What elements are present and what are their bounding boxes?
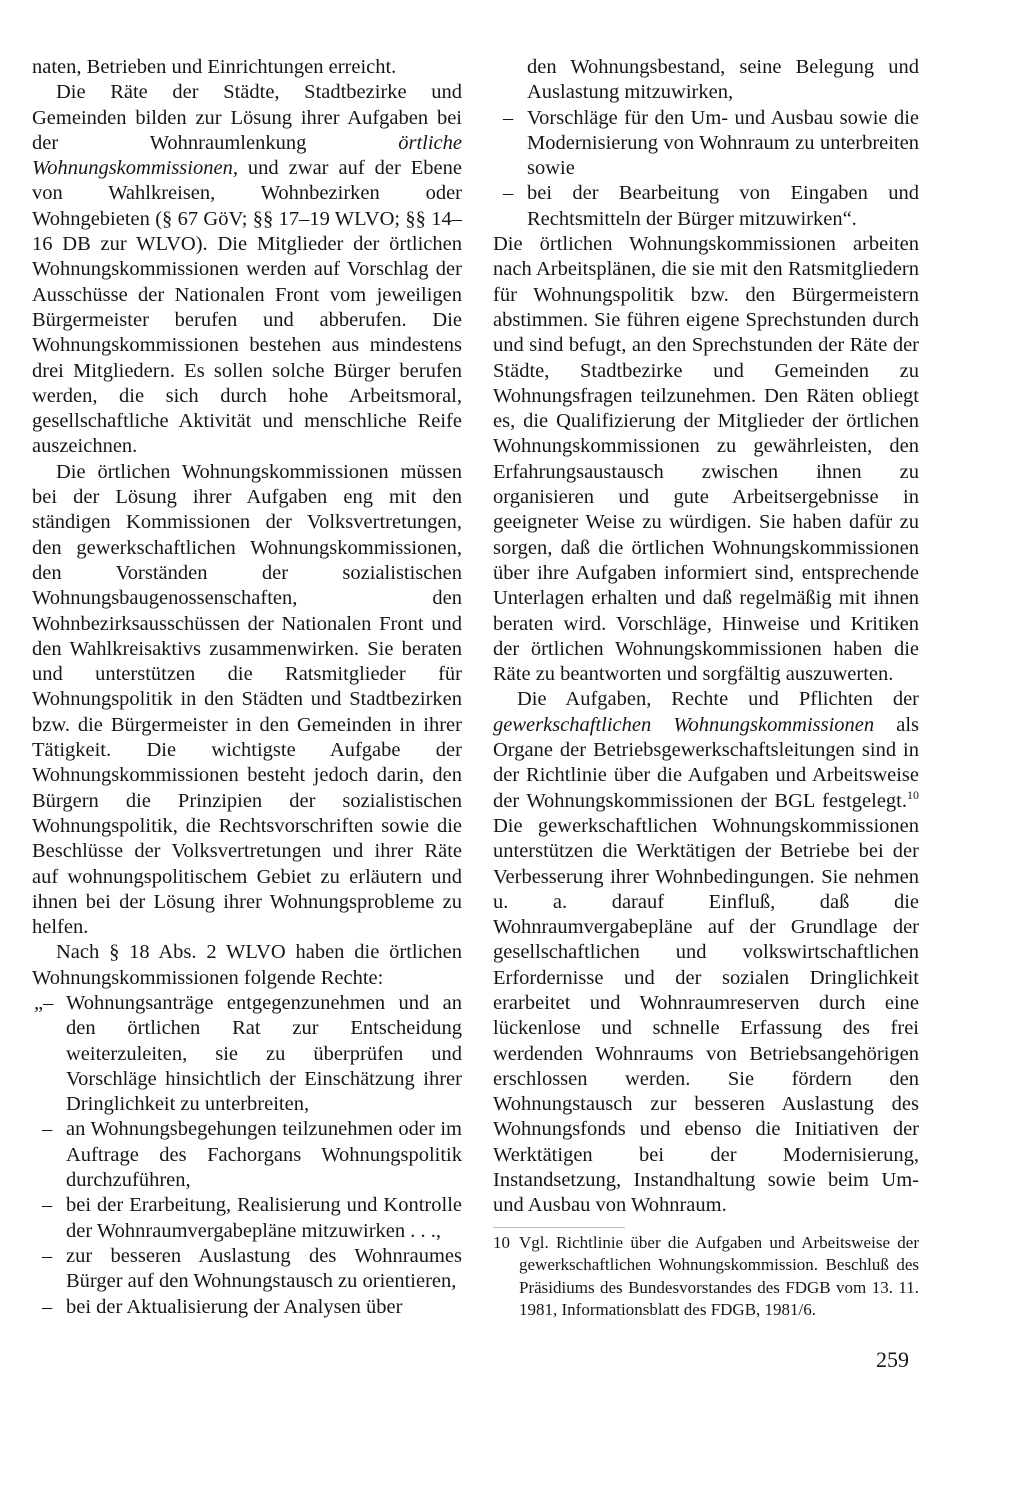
right-column <box>493 55 919 1322</box>
left-column <box>32 55 462 1320</box>
italic-term: örtliche Wohnungskommissionen, <box>32 131 462 180</box>
footnote-text: Vgl. Richtlinie über die Aufgaben und Arbeitsweise der gewerkschaftlichen Wohnungskommission. Beschluß des Präsidiums des Bundesvorstandes des FDGB vom 13. 11. 1981, Informationsblatt des FDGB, 1981/6. <box>519 1232 919 1320</box>
text-span: und zwar auf der Ebene von Wahlkreisen, Wohnbezirken oder Wohngebieten (§ 67 GöV; §§ 17–19 WLVO; §§ 14–16 DB zur WLVO). Die Mitglieder der örtlichen Wohnungskommissionen werden auf Vorschlag der Ausschüsse der Nationalen Front vom jeweiligen Bürgermeister berufen und abberufen. Die Wohnungskommissionen bestehen aus mindestens drei Mitgliedern. Es sollen solche Bürger berufen werden, die sich durch hohe Arbeitsmoral, gesellschaftliche Aktivität und menschliche Reife auszeichnen. <box>32 157 462 458</box>
dash-marker: – <box>503 106 514 129</box>
list-item <box>32 991 462 1117</box>
list-item <box>32 1193 462 1244</box>
list-item <box>32 1117 462 1193</box>
dash-marker: – <box>503 182 514 205</box>
paragraph-union-commissions <box>493 687 919 1218</box>
list-item-continuation <box>493 55 919 106</box>
page-number: 259 <box>876 1347 909 1372</box>
list-item-text: bei der Erarbeitung, Realisierung und Kontrolle der Wohnraumvergabepläne mitzuwirken . . ., <box>66 1194 462 1242</box>
list-item <box>493 181 919 232</box>
rights-list <box>32 991 462 1320</box>
list-item <box>493 106 919 182</box>
list-item-text: Wohnungsanträge entgegenzunehmen und an den örtlichen Rat zur Entscheidung weiterzuleiten, sie zu überprüfen und Vorschläge hinsichtlich der Einschätzung ihrer Dringlichkeit zu unterbreiten, <box>66 991 462 1116</box>
list-item <box>32 1244 462 1295</box>
list-item-text: bei der Bearbeitung von Eingaben und Rechtsmitteln der Bürger mitzuwirken“. <box>527 182 919 230</box>
paragraph-work-plans: Die örtlichen Wohnungskommissionen arbeiten nach Arbeitsplänen, die sie mit den Ratsmitgliedern für Wohnungspolitik bzw. den Bürgermeistern abstimmen. Sie führen eigene Sprechstunden durch und sind befugt, an den Sprechstunden der Räte der Städte, Stadtbezirke und Gemeinden zu Wohnungsfragen teilzunehmen. Den Räten obliegt es, die Qualifizierung der Mitglieder der örtlichen Wohnungskommissionen zu gewährleisten, den Erfahrungsaustausch zwischen ihnen zu organisieren und gute Arbeitsergebnisse in geeigneter Weise zu würdigen. Sie haben dafür zu sorgen, daß die örtlichen Wohnungskommissionen über ihre Aufgaben informiert sind, entsprechende Unterlagen erhalten und daß regelmäßig mit ihnen beraten wird. Vorschläge, Hinweise und Kritiken der örtlichen Wohnungskommissionen haben die Räte zu beantworten und sorgfältig auszuwerten. <box>493 233 919 686</box>
footnote-number: 10 <box>493 1232 510 1252</box>
quote-dash-marker: „– <box>34 991 54 1014</box>
paragraph-local-commissions <box>32 80 462 459</box>
paragraph-cooperation: Die örtlichen Wohnungskommissionen müssen bei der Lösung ihrer Aufgaben eng mit den ständigen Kommissionen der Volksvertretungen, den gewerkschaftlichen Wohnungskommissionen, den Vorständen der sozialistischen Wohnungsbaugenossenschaften, den Wohnbezirksausschüssen der Nationalen Front und den Wahlkreisaktivs zusammenwirken. Sie beraten und unterstützen die Ratsmitglieder für Wohnungspolitik in den Städten und Stadtbezirken bzw. die Bürgermeister in den Gemeinden in ihrer Tätigkeit. Die wichtigste Aufgabe der Wohnungskommissionen besteht jedoch darin, den Bürgern die Prinzipien der sozialistischen Wohnungspolitik, die Rechtsvorschriften sowie die Beschlüsse der Volksvertretungen und ihrer Räte auf wohnungspolitischem Gebiet zu erläutern und ihnen bei der Lösung ihrer Wohnungsprobleme zu helfen. <box>32 460 462 939</box>
text-span: Die Räte der Städte, Stadtbezirke und Gemeinden bilden zur Lösung ihrer Aufgaben bei der Wohnraumlenkung <box>32 81 462 154</box>
list-item-text: zur besseren Auslastung des Wohnraumes Bürger auf den Wohnungstausch zu orientieren, <box>66 1244 462 1293</box>
dash-marker: – <box>42 1194 53 1217</box>
rights-list-continued <box>493 55 919 232</box>
italic-term: gewerkschaftlichen Wohnungskommissionen <box>493 713 875 736</box>
footnote <box>493 1232 919 1322</box>
dash-marker: – <box>42 1295 53 1318</box>
dash-marker: – <box>42 1118 53 1141</box>
footnote-reference: 10 <box>907 787 919 802</box>
text-span: Die gewerkschaftlichen Wohnungskommissionen unterstützen die Werktätigen der Betriebe bei der Verbesserung ihrer Wohnbedingungen. Sie nehmen u. a. darauf Einfluß, daß die Wohnraumvergabepläne auf der Grundlage der gesellschaftlichen und volkswirtschaftlichen Erfordernisse und der sozialen Dringlichkeit erarbeitet und Wohnraumreserven durch eine lückenlose und schnelle Erfassung des frei werdenden Wohnraums von Betriebsangehörigen erschlossen werden. Sie fördern den Wohnungstausch zur besseren Auslastung des Wohnungsfonds und ebenso die Initiativen der Werktätigen bei der Modernisierung, Instandsetzung, Instandhaltung sowie beim Um- und Ausbau von Wohnraum. <box>493 814 919 1217</box>
list-item-text: an Wohnungsbegehungen teilzunehmen oder im Auftrage des Fachorgans Wohnungspolitik durchzuführen, <box>66 1118 462 1192</box>
list-item-text: bei der Aktualisierung der Analysen über <box>66 1295 403 1318</box>
text-span: als Organe der Betriebsgewerkschaftsleitungen sind in der Richtlinie über die Aufgaben und Arbeitsweise der Wohnungskommissionen der BGL festgelegt. <box>493 713 919 812</box>
text-span: Die Aufgaben, Rechte und Pflichten der <box>517 688 919 711</box>
list-item-text: Vorschläge für den Um- und Ausbau sowie die Modernisierung von Wohnraum zu unterbreiten sowie <box>527 106 919 180</box>
dash-marker: – <box>42 1244 53 1267</box>
list-item <box>32 1295 462 1320</box>
paragraph-rights-intro: Nach § 18 Abs. 2 WLVO haben die örtlichen Wohnungskommissionen folgende Rechte: <box>32 941 462 989</box>
paragraph-continuation: naten, Betrieben und Einrichtungen erreicht. <box>32 56 397 78</box>
list-item-text: den Wohnungsbestand, seine Belegung und Auslastung mitzuwirken, <box>527 56 919 104</box>
